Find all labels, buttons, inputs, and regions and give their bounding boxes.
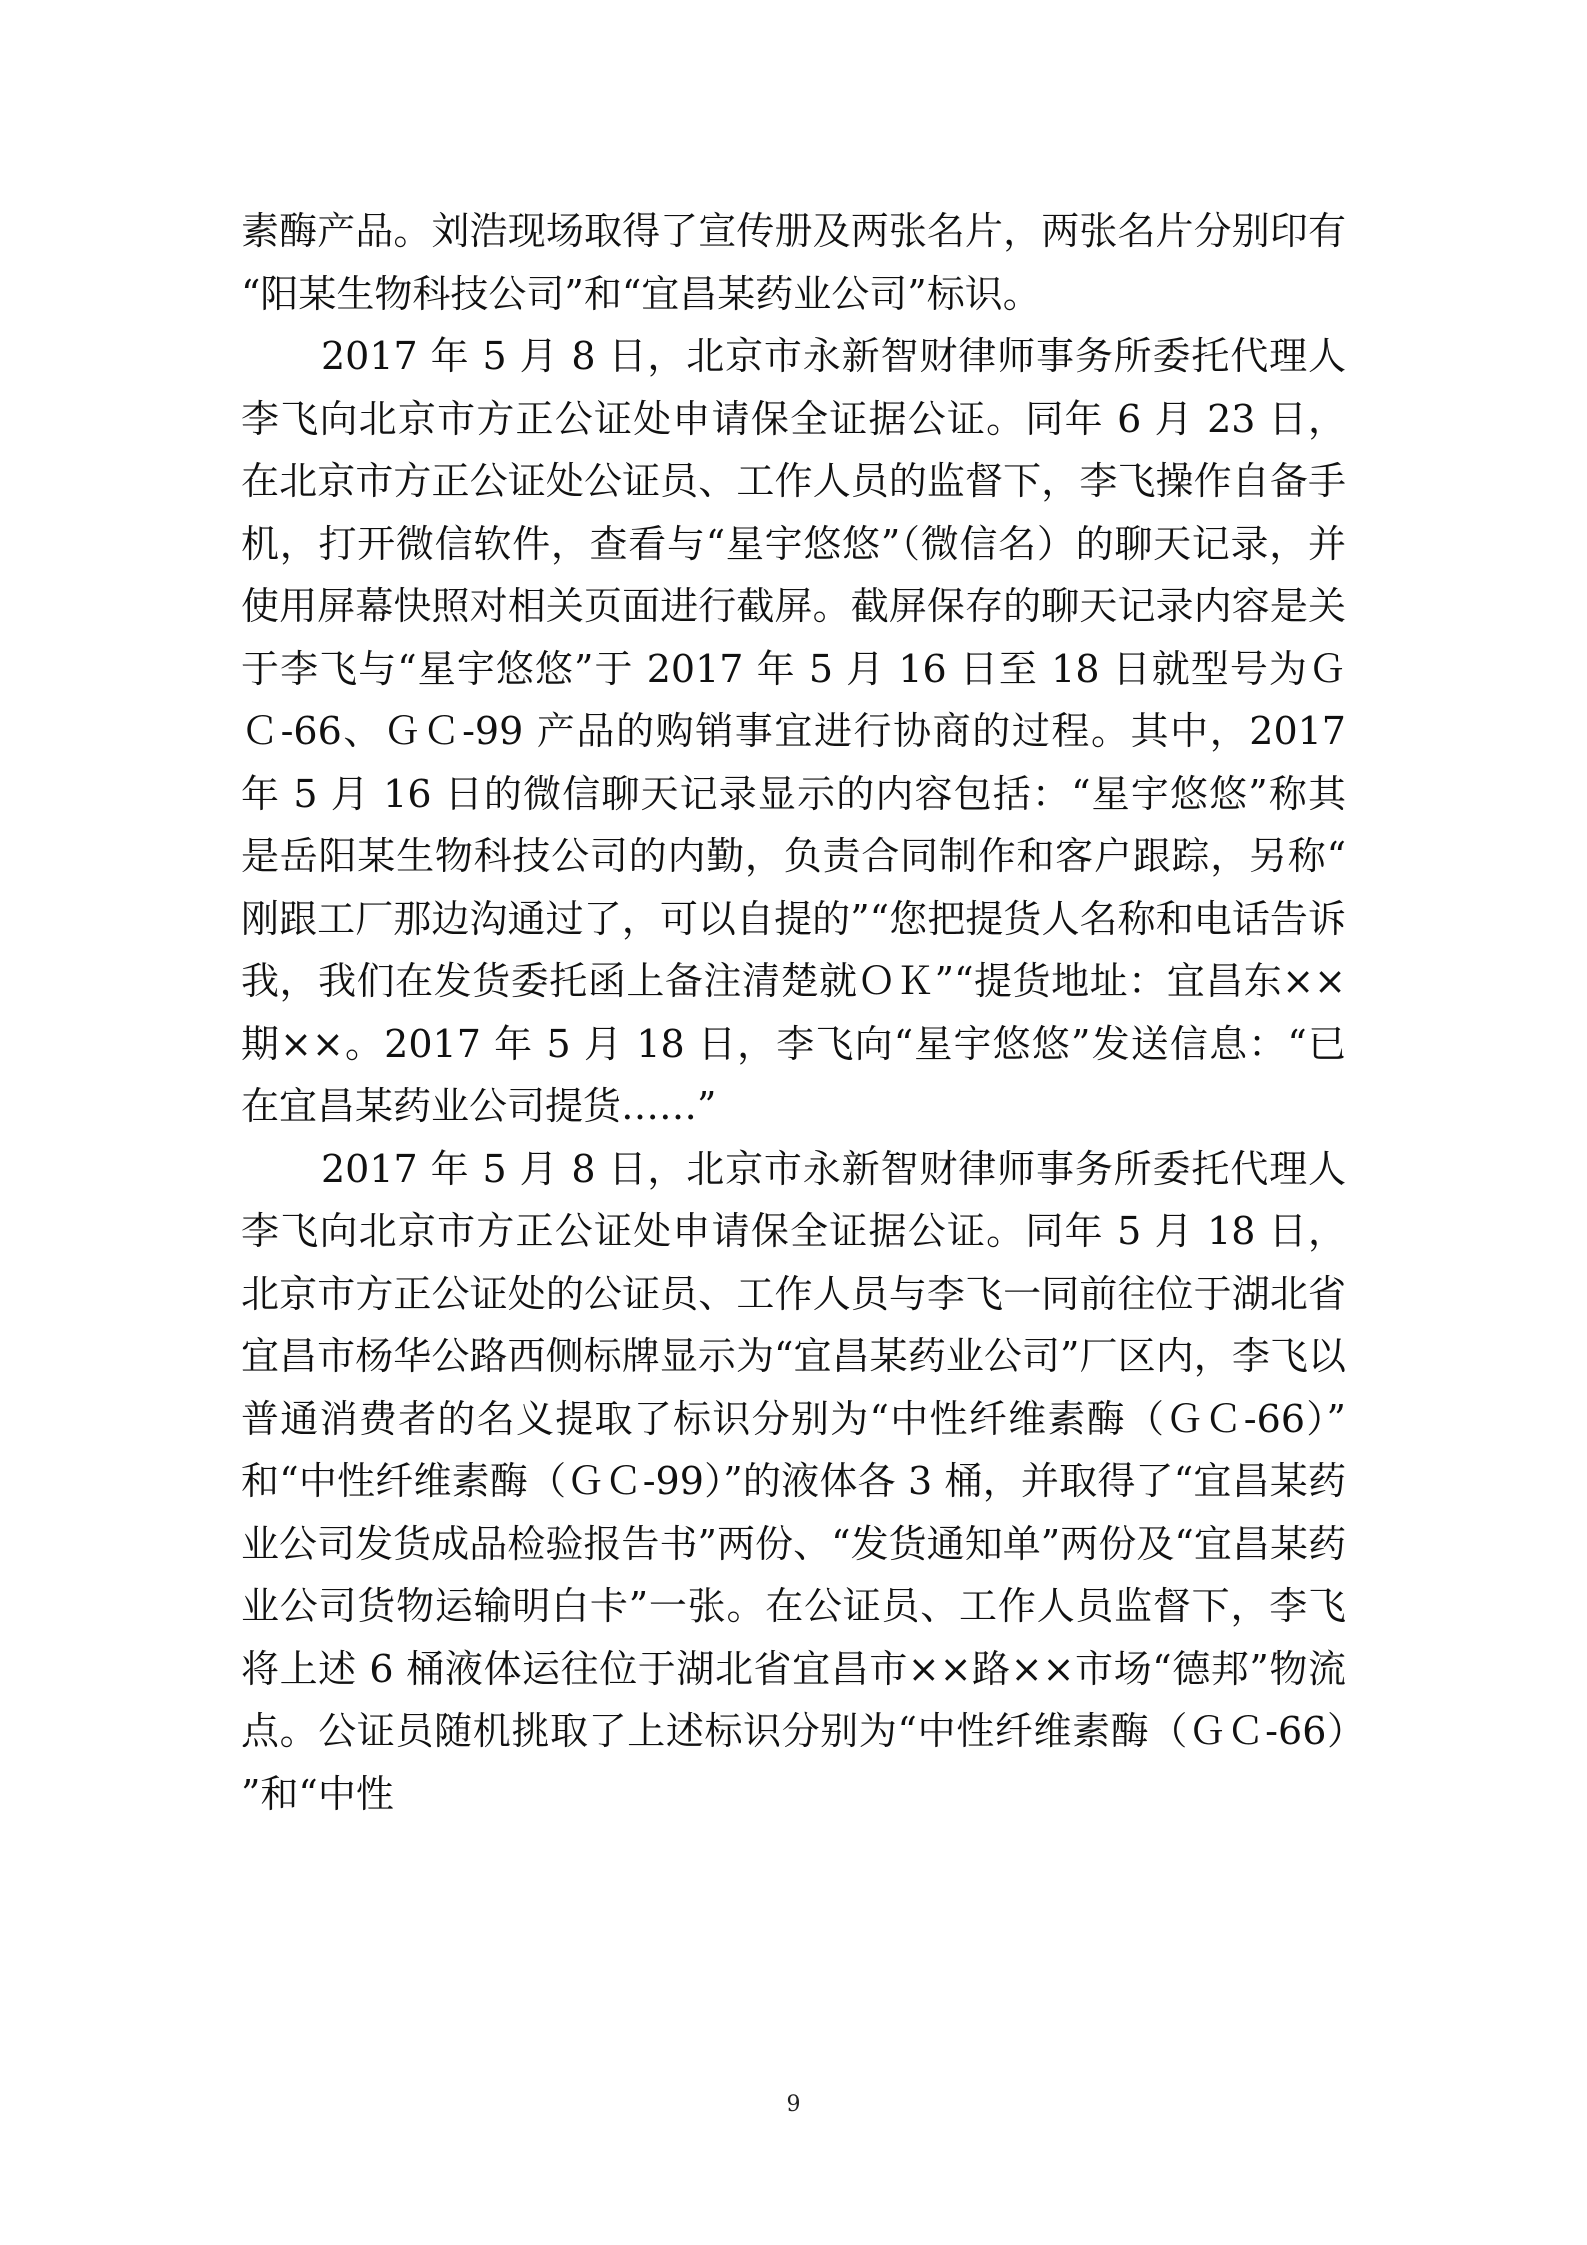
paragraph-3: 2017 年 5 月 8 日，北京市永新智财律师事务所委托代理人李飞向北京市方正公证处申请保全证据公证。同年 5 月 18 日，北京市方正公证处的公证员、工作人员与李飞一同前往位于湖北省宜昌市杨华公路西侧标牌显示为“宜昌某药业公司”厂区内，李飞以普通消费者的名义提取了标识分别为“中性纤维素酶（ＧＣ-66）”和“中性纤维素酶（ＧＣ-99）”的液体各 3 桶，并取得了“宜昌某药业公司发货成品检验报告书”两份、“发货通知单”两份及“宜昌某药业公司货物运输明白卡”一张。在公证员、工作人员监督下，李飞将上述 6 桶液体运往位于湖北省宜昌市××路××市场“德邦”物流点。公证员随机挑取了上述标识分别为“中性纤维素酶（ＧＣ-66）”和“中性: [241, 1146, 1346, 1816]
paragraph-2: 2017 年 5 月 8 日，北京市永新智财律师事务所委托代理人李飞向北京市方正公证处申请保全证据公证。同年 6 月 23 日，在北京市方正公证处公证员、工作人员的监督下，李飞操作自备手机，打开微信软件，查看与“星宇悠悠”（微信名）的聊天记录，并使用屏幕快照对相关页面进行截屏。截屏保存的聊天记录内容是关于李飞与“星宇悠悠”于 2017 年 5 月 16 日至 18 日就型号为ＧＣ-66、ＧＣ-99 产品的购销事宜进行协商的过程。其中，2017 年 5 月 16 日的微信聊天记录显示的内容包括：“星宇悠悠”称其是岳阳某生物科技公司的内勤，负责合同制作和客户跟踪，另称“刚跟工厂那边沟通过了，可以自提的”“您把提货人名称和电话告诉我，我们在发货委托函上备注清楚就ＯＫ”“提货地址：宜昌东××期××。2017 年 5 月 18 日，李飞向“星宇悠悠”发送信息：“已在宜昌某药业公司提货……”: [241, 334, 1346, 1128]
body-text: [241, 200, 1346, 1825]
page-number: 9: [786, 2092, 801, 2117]
paragraph-1: 素酶产品。刘浩现场取得了宣传册及两张名片，两张名片分别印有“阳某生物科技公司”和“宜昌某药业公司”标识。: [241, 209, 1346, 316]
